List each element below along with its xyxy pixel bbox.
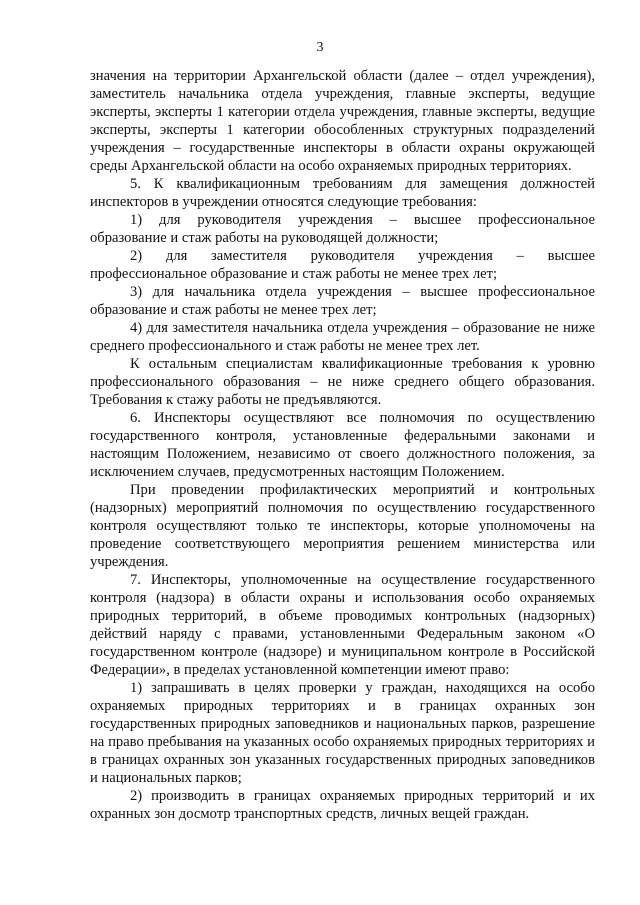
paragraph-item-2: 2) для заместителя руководителя учреждения – высшее профессиональное образование и стаж работы не менее трех лет; (90, 248, 595, 282)
paragraph-preventive-measures: При проведении профилактических мероприятий и контрольных (надзорных) мероприятий полномочия по осуществлению государственного контроля осуществляют только те инспекторы, которые уполномочены на проведение соответствующего мероприятия решением министерства или учреждения. (90, 482, 595, 570)
paragraph-other-specialists: К остальным специалистам квалификационные требования к уровню профессионального образования – не ниже среднего общего образования. Требования к стажу работы не предъявляются. (90, 356, 595, 408)
paragraph-item-3: 3) для начальника отдела учреждения – высшее профессиональное образование и стаж работы не менее трех лет; (90, 284, 595, 318)
paragraph-clause-6: 6. Инспекторы осуществляют все полномочия по осуществлению государственного контроля, установленные федеральными законами и настоящим Положением, независимо от своего должностного положения, за исключением случаев, предусмотренных настоящим Положением. (90, 410, 595, 480)
document-body (90, 67, 595, 823)
paragraph-clause-7: 7. Инспекторы, уполномоченные на осуществление государственного контроля (надзора) в области охраны и использования особо охраняемых природных территорий, в объеме проводимых контрольных (надзорных) действий наряду с правами, установленными Федеральным законом «О государственном контроле (надзоре) и муниципальном контроле в Российской Федерации», в пределах установленной компетенции имеют право: (90, 572, 595, 678)
page-number: 3 (316, 40, 324, 55)
paragraph-continuation: значения на территории Архангельской области (далее – отдел учреждения), заместитель начальника отдела учреждения, главные эксперты, ведущие эксперты, эксперты 1 категории отдела учреждения, главные эксперты, ведущие эксперты, эксперты 1 категории обособленных структурных подразделений учреждения – государственные инспекторы в области охраны окружающей среды Архангельской области на особо охраняемых природных территориях. (90, 68, 595, 174)
paragraph-right-2: 2) производить в границах охраняемых природных территорий и их охранных зон досмотр транспортных средств, личных вещей граждан. (90, 788, 595, 822)
paragraph-item-1: 1) для руководителя учреждения – высшее профессиональное образование и стаж работы на руководящей должности; (90, 212, 595, 246)
paragraph-clause-5: 5. К квалификационным требованиям для замещения должностей инспекторов в учреждении относятся следующие требования: (90, 176, 595, 210)
paragraph-right-1: 1) запрашивать в целях проверки у граждан, находящихся на особо охраняемых природных территориях и в границах охранных зон государственных природных заповедников и национальных парков, разрешение на право пребывания на указанных особо охраняемых природных территориях и в границах охранных зон указанных государственных природных заповедников и национальных парков; (90, 680, 595, 786)
paragraph-item-4: 4) для заместителя начальника отдела учреждения – образование не ниже среднего профессионального и стаж работы не менее трех лет. (90, 320, 595, 354)
